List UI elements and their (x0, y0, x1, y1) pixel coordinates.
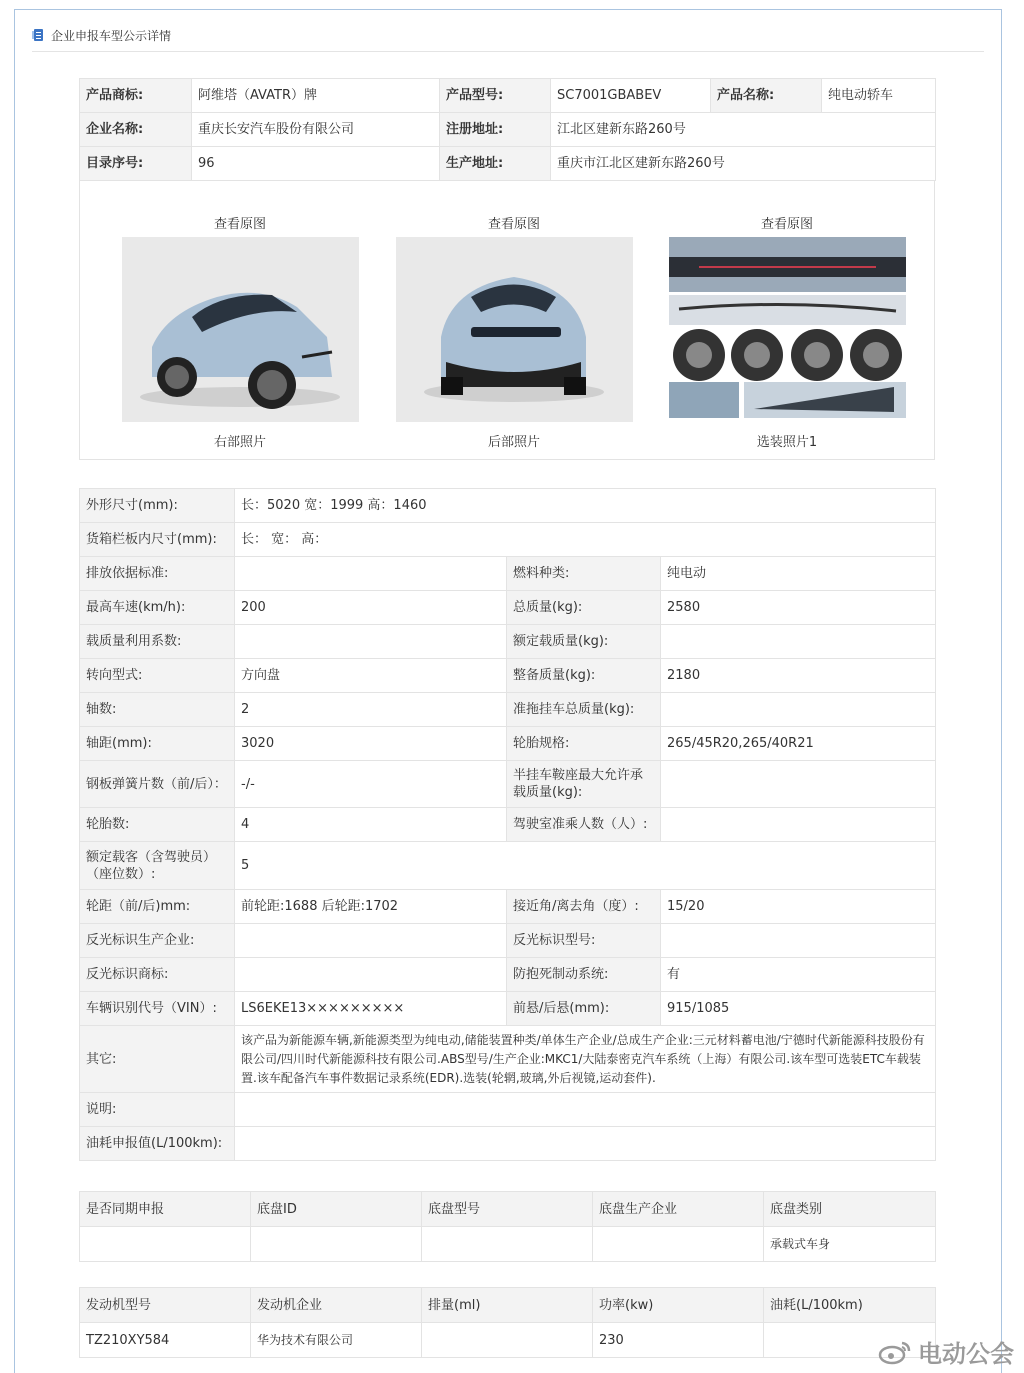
basic-info-table (79, 78, 936, 181)
table-cell (251, 1227, 422, 1262)
registered-address-value: 江北区建新东路260号 (551, 113, 936, 147)
production-address-value: 重庆市江北区建新东路260号 (551, 147, 936, 181)
param-label: 最高车速(km/h): (80, 591, 235, 625)
param-value: LS6EKE13××××××××× (235, 992, 507, 1026)
product-name-label: 产品名称: (711, 79, 822, 113)
view-original-link[interactable]: 查看原图 (213, 217, 266, 232)
param-label: 总质量(kg): (507, 591, 661, 625)
view-original-link[interactable]: 查看原图 (760, 217, 813, 232)
catalog-number-label: 目录序号: (80, 147, 192, 181)
param-value: 915/1085 (661, 992, 936, 1026)
optional-equipment-photo[interactable] (669, 237, 906, 422)
weibo-icon (878, 1339, 912, 1365)
fuel-consumption-label: 油耗申报值(L/100km): (80, 1127, 235, 1161)
cargo-dimensions-label: 货箱栏板内尺寸(mm): (80, 523, 235, 557)
column-header: 底盘类别 (764, 1192, 936, 1227)
param-value: 2180 (661, 659, 936, 693)
param-value: 265/45R20,265/40R21 (661, 727, 936, 761)
table-cell: 230 (593, 1323, 764, 1358)
model-value: SC7001GBABEV (551, 79, 711, 113)
header-divider (32, 51, 984, 52)
trademark-label: 产品商标: (80, 79, 192, 113)
param-label: 轴距(mm): (80, 727, 235, 761)
param-label: 转向型式: (80, 659, 235, 693)
param-value (661, 808, 936, 842)
param-label: 轴数: (80, 693, 235, 727)
column-header: 底盘ID (251, 1192, 422, 1227)
param-label: 轮胎数: (80, 808, 235, 842)
param-label: 前悬/后悬(mm): (507, 992, 661, 1026)
dimensions-value: 长：5020 宽：1999 高：1460 (235, 489, 936, 523)
param-value (661, 761, 936, 808)
document-icon (32, 29, 43, 41)
param-label: 反光标识生产企业: (80, 924, 235, 958)
seats-label: 额定载客（含驾驶员）（座位数）: (80, 842, 235, 890)
param-value: 15/20 (661, 890, 936, 924)
production-address-label: 生产地址: (440, 147, 551, 181)
param-value (661, 693, 936, 727)
column-header: 功率(kw) (593, 1288, 764, 1323)
param-label: 载质量利用系数: (80, 625, 235, 659)
other-value: 该产品为新能源车辆,新能源类型为纯电动,储能装置种类/单体生产企业/总成生产企业:三元材料蓄电池/宁德时代新能源科技股份有限公司/四川时代新能源科技有限公司.ABS型号/生产企业:MKC1/大陆泰密克汽车系统（上海）有限公司.该车型可选装ETC车载装置.该车配备汽车事件数据记录系统(EDR).选装(轮辋,玻璃,外后视镜,运动套件). (235, 1026, 936, 1093)
right-side-photo[interactable] (122, 237, 359, 422)
model-label: 产品型号: (440, 79, 551, 113)
table-cell: 华为技术有限公司 (251, 1323, 422, 1358)
column-header: 油耗(L/100km) (764, 1288, 936, 1323)
table-cell (422, 1323, 593, 1358)
table-cell: TZ210XY584 (80, 1323, 251, 1358)
param-value: -/- (235, 761, 507, 808)
seats-value: 5 (235, 842, 936, 890)
column-header: 是否同期申报 (80, 1192, 251, 1227)
page-title: 企业申报车型公示详情 (51, 28, 172, 43)
column-header: 底盘型号 (422, 1192, 593, 1227)
param-value: 有 (661, 958, 936, 992)
param-value: 2 (235, 693, 507, 727)
table-cell: 承载式车身 (764, 1227, 936, 1262)
param-value: 前轮距:1688 后轮距:1702 (235, 890, 507, 924)
param-label: 防抱死制动系统: (507, 958, 661, 992)
page-header (32, 24, 171, 46)
param-value (235, 924, 507, 958)
watermark (878, 1334, 1014, 1369)
param-label: 车辆识别代号（VIN）: (80, 992, 235, 1026)
param-value (235, 557, 507, 591)
dimensions-label: 外形尺寸(mm): (80, 489, 235, 523)
column-header: 发动机型号 (80, 1288, 251, 1323)
rear-photo[interactable] (396, 237, 633, 422)
registered-address-label: 注册地址: (440, 113, 551, 147)
param-label: 半挂车鞍座最大允许承载质量(kg): (507, 761, 661, 808)
param-value: 2580 (661, 591, 936, 625)
cargo-dimensions-value: 长： 宽： 高： (235, 523, 936, 557)
chassis-table (79, 1191, 936, 1262)
param-value (661, 625, 936, 659)
note-value (235, 1093, 936, 1127)
param-value: 方向盘 (235, 659, 507, 693)
param-value (235, 625, 507, 659)
column-header: 排量(ml) (422, 1288, 593, 1323)
param-value: 3020 (235, 727, 507, 761)
param-label: 轮距（前/后)mm: (80, 890, 235, 924)
right-photo-caption: 右部照片 (213, 435, 266, 450)
param-label: 准拖挂车总质量(kg): (507, 693, 661, 727)
param-label: 驾驶室准乘人数（人）: (507, 808, 661, 842)
param-label: 接近角/离去角（度）: (507, 890, 661, 924)
parameters-table (79, 488, 936, 1161)
param-value: 200 (235, 591, 507, 625)
table-row (80, 1323, 936, 1358)
catalog-number-value: 96 (192, 147, 440, 181)
note-label: 说明: (80, 1093, 235, 1127)
trademark-value: 阿维塔（AVATR）牌 (192, 79, 440, 113)
param-label: 排放依据标准: (80, 557, 235, 591)
product-name-value: 纯电动轿车 (822, 79, 936, 113)
param-label: 额定载质量(kg): (507, 625, 661, 659)
param-label: 钢板弹簧片数（前/后）： (80, 761, 235, 808)
option-photo-caption: 选装照片1 (756, 435, 818, 450)
param-label: 反光标识型号: (507, 924, 661, 958)
other-label: 其它: (80, 1026, 235, 1093)
param-label: 燃料种类: (507, 557, 661, 591)
param-value (661, 924, 936, 958)
company-label: 企业名称: (80, 113, 192, 147)
view-original-link[interactable]: 查看原图 (487, 217, 540, 232)
image-panel (79, 181, 935, 460)
param-value: 4 (235, 808, 507, 842)
table-cell (80, 1227, 251, 1262)
param-label: 轮胎规格: (507, 727, 661, 761)
table-row (80, 1227, 936, 1262)
company-value: 重庆长安汽车股份有限公司 (192, 113, 440, 147)
table-cell (422, 1227, 593, 1262)
param-value (235, 958, 507, 992)
column-header: 发动机企业 (251, 1288, 422, 1323)
param-label: 整备质量(kg): (507, 659, 661, 693)
param-value: 纯电动 (661, 557, 936, 591)
param-label: 反光标识商标: (80, 958, 235, 992)
table-cell (593, 1227, 764, 1262)
column-header: 底盘生产企业 (593, 1192, 764, 1227)
fuel-consumption-value (235, 1127, 936, 1161)
engine-table (79, 1287, 936, 1358)
rear-photo-caption: 后部照片 (487, 435, 540, 450)
watermark-text: 电动公会 (918, 1340, 1014, 1368)
